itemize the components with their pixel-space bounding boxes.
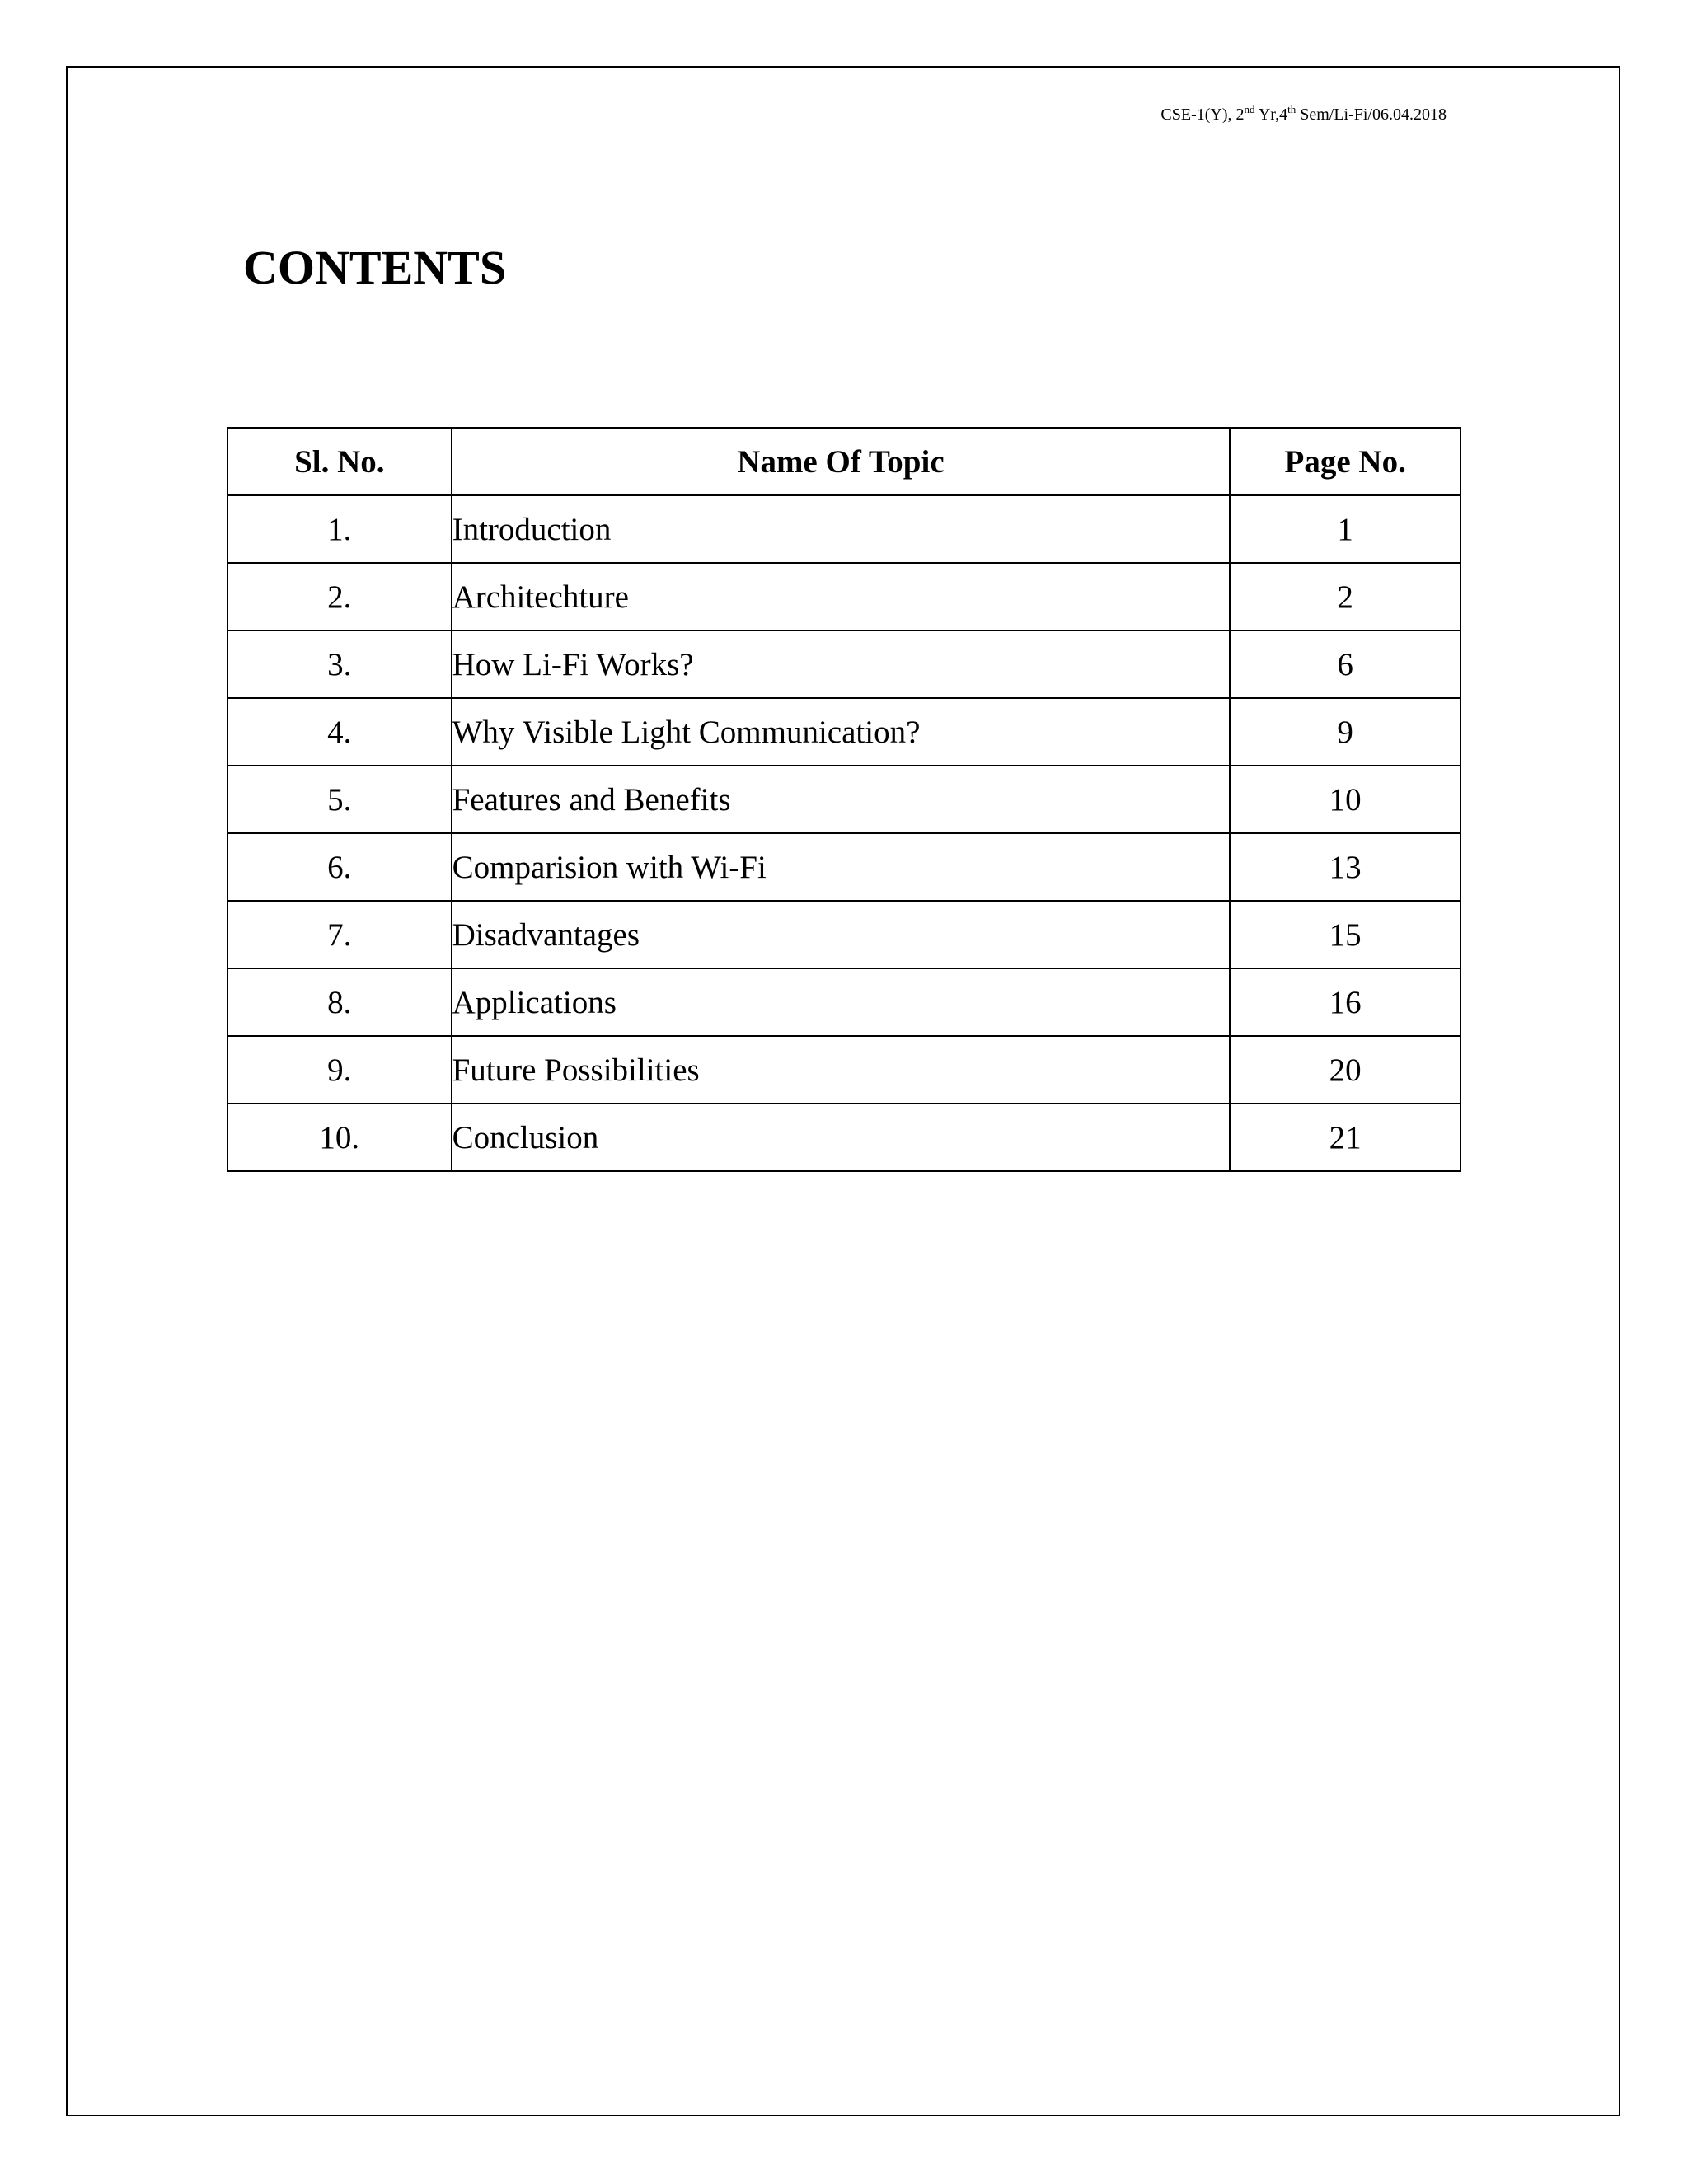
header-sup-th: th <box>1287 103 1296 115</box>
header-text-course: CSE-1(Y), 2 <box>1160 105 1245 124</box>
topic-cell: Disadvantages <box>452 901 1231 968</box>
sl-no-cell: 3. <box>227 630 452 698</box>
table-row <box>227 1036 1461 1104</box>
sl-no-cell: 1. <box>227 495 452 563</box>
col-header-page-no: Page No. <box>1230 428 1461 495</box>
page-no-cell: 13 <box>1230 833 1461 901</box>
table-row <box>227 563 1461 630</box>
table-row <box>227 698 1461 766</box>
col-header-topic: Name Of Topic <box>452 428 1231 495</box>
topic-cell: Why Visible Light Communication? <box>452 698 1231 766</box>
table-row <box>227 901 1461 968</box>
page-no-cell: 20 <box>1230 1036 1461 1104</box>
sl-no-cell: 8. <box>227 968 452 1036</box>
page-no-cell: 15 <box>1230 901 1461 968</box>
table-row <box>227 766 1461 833</box>
table-row <box>227 833 1461 901</box>
topic-cell: Applications <box>452 968 1231 1036</box>
table-row <box>227 1104 1461 1171</box>
page-no-cell: 21 <box>1230 1104 1461 1171</box>
sl-no-cell: 9. <box>227 1036 452 1104</box>
topic-cell: Comparision with Wi-Fi <box>452 833 1231 901</box>
sl-no-cell: 6. <box>227 833 452 901</box>
topic-cell: Introduction <box>452 495 1231 563</box>
header-sup-nd: nd <box>1244 103 1255 115</box>
topic-cell: Features and Benefits <box>452 766 1231 833</box>
topic-cell: Architechture <box>452 563 1231 630</box>
contents-table <box>227 427 1461 1172</box>
sl-no-cell: 4. <box>227 698 452 766</box>
table-row <box>227 630 1461 698</box>
page-title: CONTENTS <box>243 241 507 294</box>
table-header-row <box>227 428 1461 495</box>
page-header <box>1160 105 1447 124</box>
table-row <box>227 495 1461 563</box>
sl-no-cell: 5. <box>227 766 452 833</box>
topic-cell: Conclusion <box>452 1104 1231 1171</box>
sl-no-cell: 10. <box>227 1104 452 1171</box>
topic-cell: How Li-Fi Works? <box>452 630 1231 698</box>
topic-cell: Future Possibilities <box>452 1036 1231 1104</box>
sl-no-cell: 2. <box>227 563 452 630</box>
page-no-cell: 10 <box>1230 766 1461 833</box>
page-no-cell: 1 <box>1230 495 1461 563</box>
col-header-sl-no: Sl. No. <box>227 428 452 495</box>
header-text-sem-date: Sem/Li-Fi/06.04.2018 <box>1296 105 1447 124</box>
header-text-year: Yr,4 <box>1254 105 1288 124</box>
page-no-cell: 9 <box>1230 698 1461 766</box>
page-no-cell: 6 <box>1230 630 1461 698</box>
sl-no-cell: 7. <box>227 901 452 968</box>
page-no-cell: 16 <box>1230 968 1461 1036</box>
table-row <box>227 968 1461 1036</box>
page-no-cell: 2 <box>1230 563 1461 630</box>
